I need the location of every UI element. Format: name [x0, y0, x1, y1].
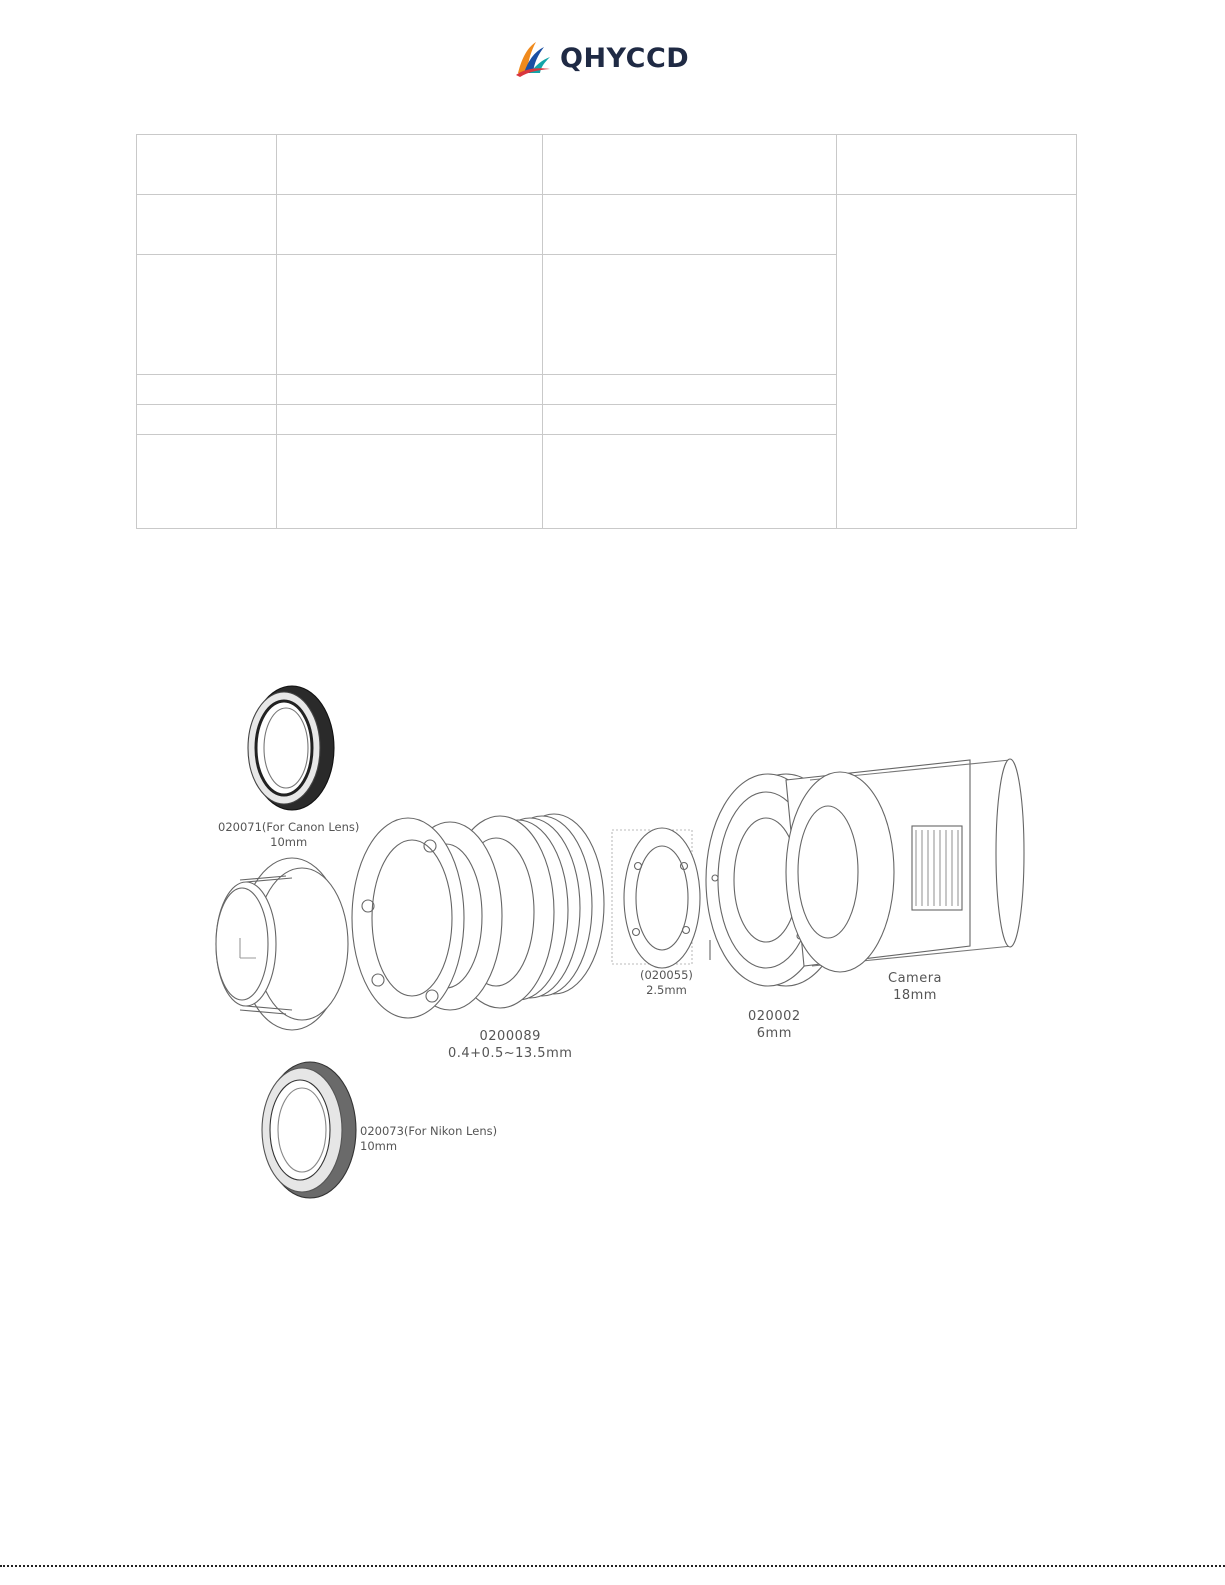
qhyccd-logo-icon [514, 39, 552, 77]
table-row [137, 195, 1077, 255]
nikon-adapter-ring-icon [262, 1062, 356, 1198]
flange-label [748, 1008, 801, 1042]
filter-plate-size: 2.5mm [646, 983, 687, 997]
table-cell [543, 375, 837, 405]
lens-tube-adapter-icon [216, 858, 348, 1030]
camera-body-icon [786, 759, 1024, 972]
flange-code: 020002 [748, 1009, 801, 1024]
flange-size: 6mm [756, 1026, 792, 1041]
table-row [137, 135, 1077, 195]
filter-plate-icon [612, 828, 700, 968]
table-cell [543, 135, 837, 195]
table-cell [137, 255, 277, 375]
table-cell [543, 405, 837, 435]
nikon-adapter-label [360, 1124, 497, 1154]
table-cell [837, 135, 1077, 195]
camera-code: Camera [888, 971, 943, 986]
table-cell [543, 435, 837, 529]
table-cell [277, 195, 543, 255]
canon-adapter-code: 020071(For Canon Lens) [218, 820, 360, 834]
table-cell [543, 255, 837, 375]
table-cell [137, 435, 277, 529]
filter-plate-code: (020055) [640, 968, 693, 982]
exploded-assembly-diagram [200, 680, 1040, 1220]
filter-plate-label [640, 968, 693, 998]
table-cell [543, 195, 837, 255]
qhyccd-logo [514, 38, 689, 78]
table-cell [137, 135, 277, 195]
nikon-adapter-size: 10mm [360, 1139, 398, 1153]
spacers-label [448, 1028, 572, 1062]
table-cell [137, 375, 277, 405]
camera-label [888, 970, 942, 1004]
table-cell [277, 405, 543, 435]
canon-adapter-size: 10mm [270, 835, 308, 849]
spacer-rings-icon [352, 814, 604, 1018]
table-cell-merged [837, 195, 1077, 529]
table-cell [137, 405, 277, 435]
spacers-size: 0.4+0.5~13.5mm [448, 1046, 573, 1061]
table-cell [277, 375, 543, 405]
canon-adapter-ring-icon [248, 686, 334, 810]
nikon-adapter-code: 020073(For Nikon Lens) [360, 1124, 498, 1138]
spacers-code: 0200089 [479, 1029, 541, 1044]
table-cell [277, 255, 543, 375]
spec-table [136, 134, 1077, 529]
page-bottom-divider [0, 1565, 1225, 1567]
camera-size: 18mm [893, 988, 937, 1003]
table-cell [277, 135, 543, 195]
table-cell [277, 435, 543, 529]
brand-name: QHYCCD [560, 42, 690, 74]
canon-adapter-label [218, 820, 359, 850]
table-cell [137, 195, 277, 255]
